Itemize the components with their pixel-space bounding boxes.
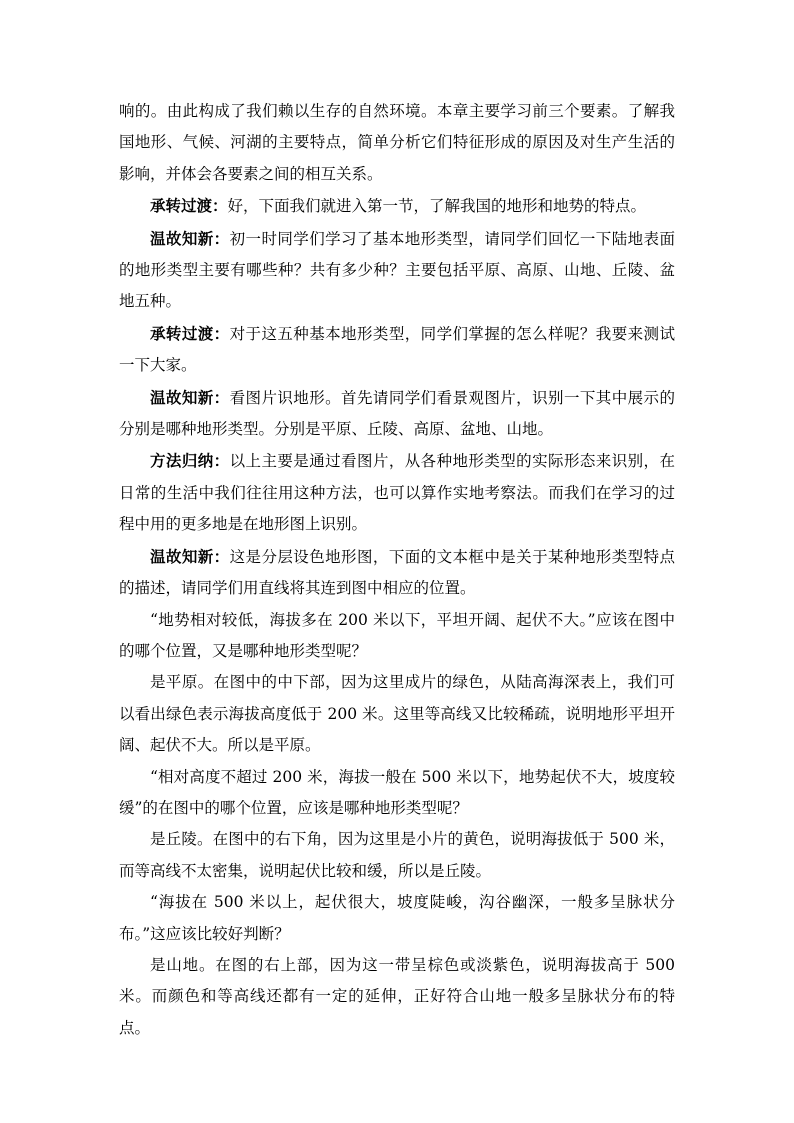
paragraph-intro-continued — [119, 96, 675, 190]
paragraph-method-summary — [119, 445, 675, 540]
paragraph-text: 好，下面我们就进入第一节，了解我国的地形和地势的特点。 — [227, 197, 647, 216]
paragraph-text: 看图片识地形。首先请同学们看景观图片，识别一下其中展示的分别是哪种地形类型。分别是平原、丘陵、高原、盆地、山地。 — [119, 388, 675, 439]
paragraph-text: 响的。由此构成了我们赖以生存的自然环境。本章主要学习前三个要素。了解我国地形、气候、河湖的主要特点，简单分析它们特征形成的原因及对生产生活的影响，并体会各要素之间的相互关系。 — [119, 102, 675, 183]
paragraph-plain-answer — [119, 667, 675, 761]
paragraph-text: 对于这五种基本地形类型，同学们掌握的怎么样呢？我要来测试一下大家。 — [119, 324, 675, 375]
paragraph-text: “海拔在 500 米以上，起伏很大，坡度陡峻，沟谷幽深，一般多呈脉状分布。”这应该比较好判断？ — [119, 893, 675, 943]
paragraph-text: 是平原。在图中的中下部，因为这里成片的绿色，从陆高海深表上，我们可以看出绿色表示海拔高度低于 200 米。这里等高线又比较稀疏，说明地形平坦开阔、起伏不大。所以是平原。 — [119, 673, 675, 755]
paragraph-plain-question — [119, 605, 675, 668]
paragraph-text: 以上主要是通过看图片，从各种地形类型的实际形态来识别，在日常的生活中我们往往用这种方法，也可以算作实地考察法。而我们在学习的过程中用的更多地是在地形图上识别。 — [119, 452, 675, 534]
paragraph-mountain-answer — [119, 950, 675, 1044]
paragraph-hill-answer — [119, 824, 675, 887]
paragraph-transition-2 — [119, 318, 675, 382]
paragraph-text: “地势相对较低，海拔多在 200 米以下，平坦开阔、起伏不大。”应该在图中的哪个位置，又是哪种地形类型呢？ — [119, 610, 675, 660]
paragraph-mountain-question — [119, 887, 675, 950]
paragraph-label: 温故知新： — [150, 546, 230, 566]
paragraph-transition-1 — [119, 190, 675, 222]
paragraph-review-3 — [119, 541, 675, 605]
paragraph-label: 承转过渡： — [150, 323, 230, 343]
paragraph-review-1 — [119, 223, 675, 318]
paragraph-text: 这是分层设色地形图，下面的文本框中是关于某种地形类型特点的描述，请同学们用直线将其连到图中相应的位置。 — [119, 547, 675, 598]
paragraph-label: 方法归纳： — [150, 451, 230, 471]
document-body — [119, 96, 675, 1044]
paragraph-text: 是丘陵。在图中的右下角，因为这里是小片的黄色，说明海拔低于 500 米，而等高线不太密集，说明起伏比较和缓，所以是丘陵。 — [119, 830, 675, 880]
paragraph-hill-question — [119, 762, 675, 825]
paragraph-text: “相对高度不超过 200 米，海拔一般在 500 米以下，地势起伏不大，坡度较缓”的在图中的哪个位置，应该是哪种地形类型呢？ — [119, 767, 675, 817]
paragraph-label: 温故知新： — [150, 228, 230, 248]
paragraph-label: 承转过渡： — [150, 196, 228, 216]
paragraph-text: 初一时同学们学习了基本地形类型，请同学们回忆一下陆地表面的地形类型主要有哪些种？共有多少种？主要包括平原、高原、山地、丘陵、盆地五种。 — [119, 229, 675, 311]
paragraph-label: 温故知新： — [150, 387, 230, 407]
paragraph-review-2 — [119, 382, 675, 446]
paragraph-text: 是山地。在图的右上部，因为这一带呈棕色或淡紫色，说明海拔高于 500 米。而颜色和等高线还都有一定的延伸，正好符合山地一般多呈脉状分布的特点。 — [119, 955, 675, 1037]
